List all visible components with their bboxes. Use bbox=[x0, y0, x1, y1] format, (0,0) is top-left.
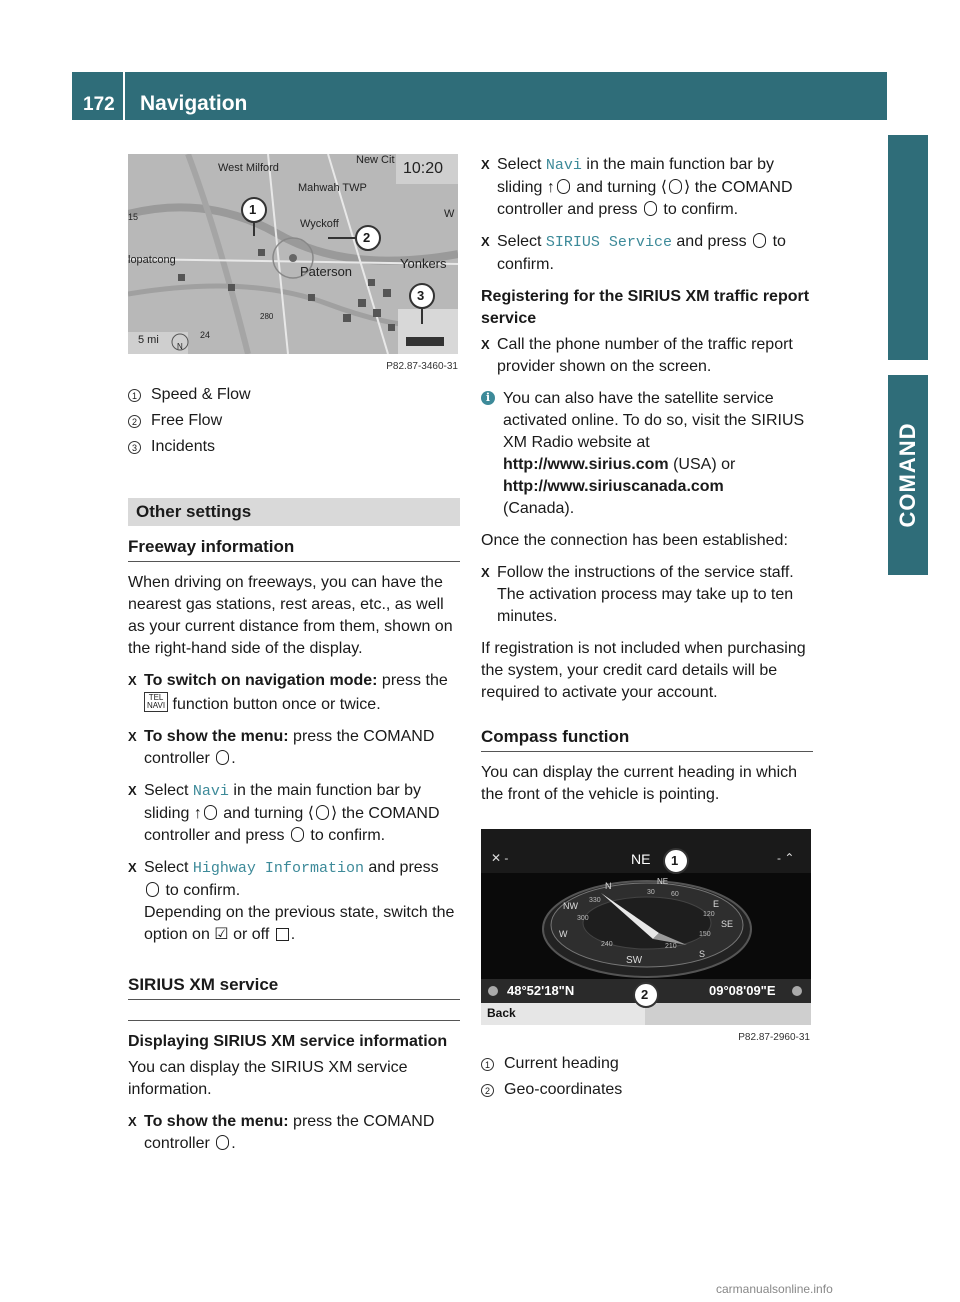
freeway-heading: Freeway information bbox=[128, 536, 460, 562]
side-tab-block bbox=[888, 135, 928, 360]
legend-number: 1 bbox=[481, 1058, 494, 1071]
controller-press-icon bbox=[216, 1135, 229, 1150]
legend-text: Incidents bbox=[151, 438, 216, 455]
map-scale: 5 mi bbox=[138, 334, 159, 346]
back-button[interactable]: Back bbox=[487, 1006, 516, 1020]
controller-press-icon bbox=[291, 827, 304, 842]
turn-icon: ⟨ bbox=[660, 179, 668, 196]
checkbox-empty-icon bbox=[276, 928, 289, 941]
page-number-box bbox=[72, 72, 125, 120]
step-call-provider: X Call the phone number of the traffic report provider shown on the screen. bbox=[481, 336, 793, 375]
step-switch-navigation: X To switch on navigation mode: press the TEL NAVI function button once or twice. bbox=[128, 672, 448, 713]
legend-text: Speed & Flow bbox=[151, 386, 251, 403]
compass-ring-ne: NE bbox=[657, 877, 669, 886]
turn-icon: ⟩ bbox=[684, 179, 691, 196]
turn-icon: ⟩ bbox=[331, 805, 338, 822]
side-tab-text: COMAND bbox=[895, 422, 920, 528]
step-show-menu: X To show the menu: press the COMAND controller . bbox=[128, 728, 435, 767]
menu-item-highway-information: Highway Information bbox=[192, 860, 364, 877]
display-sirius-heading: Displaying SIRIUS XM service information bbox=[128, 1020, 460, 1053]
right-column bbox=[481, 154, 813, 816]
compass-ring-sw: SW bbox=[626, 955, 643, 966]
checkbox-checked-icon: ☑ bbox=[214, 926, 229, 943]
step-show-menu-sirius: X To show the menu: press the COMAND controller . bbox=[128, 1113, 435, 1152]
map-place-w: W bbox=[444, 208, 455, 220]
map-legend bbox=[128, 384, 460, 458]
compass-degree-300: 300 bbox=[577, 915, 589, 922]
controller-press-icon bbox=[753, 233, 766, 248]
tel-navi-button-icon: TEL NAVI bbox=[144, 692, 168, 712]
compass-ring-w: W bbox=[559, 929, 568, 939]
legend-text: Geo-coordinates bbox=[504, 1081, 623, 1098]
compass-figure bbox=[481, 829, 811, 1025]
compass-degree-60: 60 bbox=[671, 891, 679, 898]
map-callout-1-label: 1 bbox=[249, 202, 257, 217]
controller-icon bbox=[557, 179, 570, 194]
compass-ring-e: E bbox=[713, 899, 720, 909]
compass-degree-150: 150 bbox=[699, 931, 711, 938]
step-arrow-icon: X bbox=[128, 860, 137, 875]
legend-item bbox=[128, 436, 460, 458]
compass-ring-s: S bbox=[699, 949, 706, 959]
step-follow-instructions: X Follow the instructions of the service staff. The activation process may take up to ten minutes. bbox=[481, 564, 794, 625]
compass-ring-n: N bbox=[605, 881, 612, 891]
legend-text: Free Flow bbox=[151, 412, 223, 429]
step-arrow-icon: X bbox=[128, 1114, 137, 1129]
side-tab bbox=[888, 0, 960, 1302]
other-settings-heading: Other settings bbox=[128, 498, 460, 526]
map-callout-3-label: 3 bbox=[417, 288, 425, 303]
legend-item bbox=[128, 410, 460, 432]
latitude-value: 48°52'18"N bbox=[507, 983, 575, 998]
left-column bbox=[128, 384, 460, 1165]
map-place-new-city: New Cit bbox=[356, 154, 395, 166]
map-place-paterson: Paterson bbox=[300, 264, 353, 279]
slide-up-icon: ↑ bbox=[546, 179, 555, 196]
legend-number: 1 bbox=[128, 389, 141, 402]
longitude-value: 09°08'09"E bbox=[709, 983, 776, 998]
step-arrow-icon: X bbox=[481, 337, 490, 352]
map-callout-2-label: 2 bbox=[363, 230, 371, 245]
compass-callout-2-label: 2 bbox=[641, 987, 649, 1002]
register-heading: Registering for the SIRIUS XM traffic report service bbox=[481, 288, 810, 327]
map-route-24: 24 bbox=[200, 330, 211, 340]
step-arrow-icon: X bbox=[481, 234, 490, 249]
menu-item-navi: Navi bbox=[545, 157, 582, 174]
display-sirius-intro: You can display the SIRIUS XM service information. bbox=[128, 1059, 408, 1098]
sirius-heading: SIRIUS XM service bbox=[128, 974, 460, 1000]
sirius-canada-url[interactable]: http://www.siriuscanada.com bbox=[503, 478, 724, 495]
traffic-map-figure bbox=[128, 154, 458, 354]
step-select-navi: X Select Navi in the main function bar by sliding ↑ and turning ⟨ ⟩ the COMAND controller and press to confirm. bbox=[128, 782, 440, 844]
info-note: i You can also have the satellite service activated online. To do so, visit the SIRIUS XM Radio website at http://www.sirius.com (USA) or http://www.siriuscanada.com (Canada). bbox=[481, 388, 813, 520]
compass-legend bbox=[481, 1053, 813, 1105]
compass-degree-330: 330 bbox=[589, 897, 601, 904]
legend-item bbox=[481, 1053, 813, 1075]
map-route-15: 15 bbox=[128, 212, 139, 222]
page-header bbox=[72, 72, 887, 120]
controller-press-icon bbox=[216, 750, 229, 765]
legend-text: Current heading bbox=[504, 1055, 619, 1072]
sirius-url[interactable]: http://www.sirius.com bbox=[503, 456, 669, 473]
legend-number: 3 bbox=[128, 441, 141, 454]
compass-ring-nw: NW bbox=[563, 901, 578, 911]
compass-degree-120: 120 bbox=[703, 911, 715, 918]
compass-heading-value: NE bbox=[631, 851, 651, 867]
controller-press-icon bbox=[644, 201, 657, 216]
controller-press-icon bbox=[146, 882, 159, 897]
map-place-mahwah: Mahwah TWP bbox=[298, 182, 367, 194]
gps-icon: ✕ - bbox=[491, 851, 509, 865]
legend-number: 2 bbox=[128, 415, 141, 428]
compass-ring-se: SE bbox=[721, 919, 734, 929]
step-arrow-icon: X bbox=[481, 565, 490, 580]
compass-degree-210: 210 bbox=[665, 943, 677, 950]
side-tab-label bbox=[894, 395, 922, 555]
step-select-navi-right: X Select Navi in the main function bar by sliding ↑ and turning ⟨ ⟩ the COMAND controller and press to confirm. bbox=[481, 156, 793, 218]
info-icon: i bbox=[481, 391, 495, 405]
page-number: 172 bbox=[83, 94, 115, 115]
map-route-280: 280 bbox=[260, 312, 274, 321]
established-text: Once the connection has been established: bbox=[481, 532, 788, 549]
section-title: Navigation bbox=[140, 92, 248, 115]
map-place-lopatcong: lopatcong bbox=[128, 254, 176, 266]
step-arrow-icon: X bbox=[128, 673, 137, 688]
sound-icon: - ⌃ bbox=[777, 851, 795, 865]
map-north: N bbox=[177, 342, 183, 351]
compass-intro: You can display the current heading in which the front of the vehicle is pointing. bbox=[481, 764, 798, 803]
compass-callout-1-label: 1 bbox=[671, 853, 679, 868]
controller-icon bbox=[669, 179, 682, 194]
legend-item bbox=[481, 1079, 813, 1101]
compass-degree-240: 240 bbox=[601, 941, 613, 948]
traffic-map bbox=[128, 154, 458, 354]
map-place-yonkers: Yonkers bbox=[400, 256, 447, 271]
compass-heading: Compass function bbox=[481, 726, 813, 752]
map-place-west-milford: West Milford bbox=[218, 162, 279, 174]
map-figure-caption: P82.87-3460-31 bbox=[386, 361, 458, 372]
compass-degree-30: 30 bbox=[647, 889, 655, 896]
freeway-intro: When driving on freeways, you can have the nearest gas stations, rest areas, etc., as well as your current distance from them, shown on the right-hand side of the display. bbox=[128, 574, 453, 657]
controller-icon bbox=[204, 805, 217, 820]
step-arrow-icon: X bbox=[481, 157, 490, 172]
slide-up-icon: ↑ bbox=[193, 805, 202, 822]
legend-item bbox=[128, 384, 460, 406]
step-highway-information: X Select Highway Information and press to confirm. Depending on the previous state, switch the option on ☑ or off . bbox=[128, 859, 455, 943]
legend-number: 2 bbox=[481, 1084, 494, 1097]
step-arrow-icon: X bbox=[128, 783, 137, 798]
map-place-wyckoff: Wyckoff bbox=[300, 218, 339, 230]
step-sirius-service: X Select SIRIUS Service and press to confirm. bbox=[481, 233, 786, 273]
controller-icon bbox=[316, 805, 329, 820]
compass-figure-caption: P82.87-2960-31 bbox=[738, 1032, 810, 1043]
turn-icon: ⟨ bbox=[307, 805, 315, 822]
menu-item-sirius-service: SIRIUS Service bbox=[545, 234, 672, 251]
map-time: 10:20 bbox=[403, 160, 444, 177]
step-arrow-icon: X bbox=[128, 729, 137, 744]
menu-item-navi: Navi bbox=[192, 783, 229, 800]
not-included-text: If registration is not included when purchasing the system, your credit card details will be required to activate your account. bbox=[481, 640, 806, 701]
watermark: carmanualsonline.info bbox=[716, 1282, 833, 1296]
